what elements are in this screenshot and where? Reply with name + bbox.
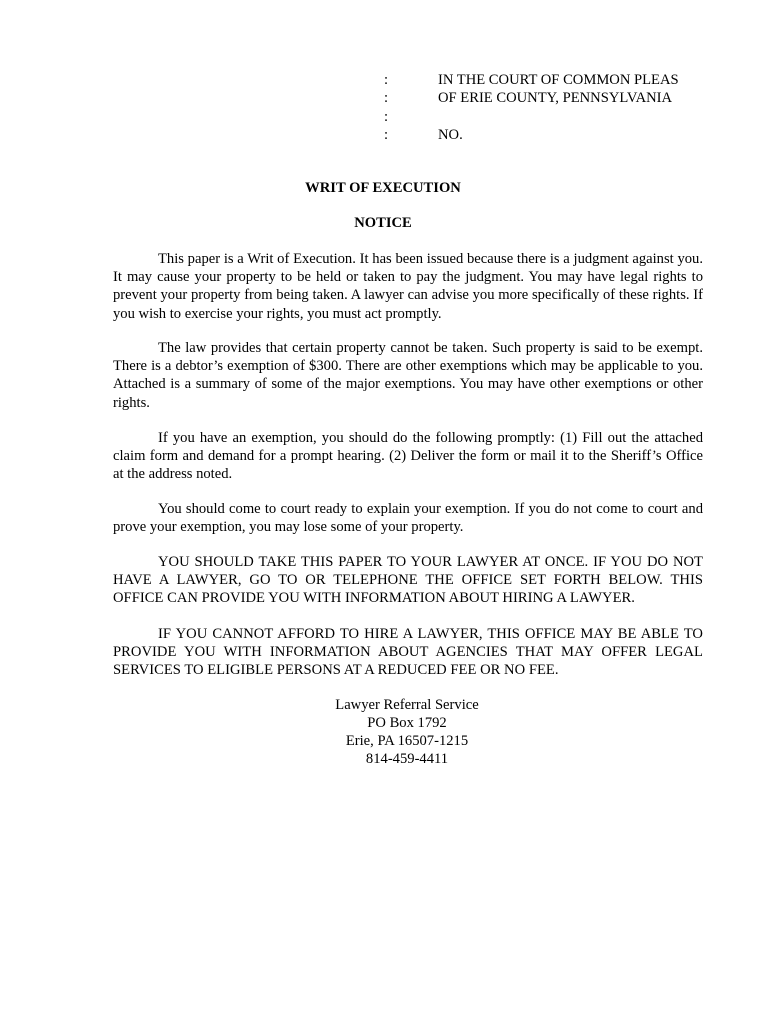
court-caption <box>376 71 706 144</box>
caption-row <box>376 71 706 89</box>
caption-colon: : <box>384 108 389 125</box>
caption-row <box>376 108 706 126</box>
paragraph-block <box>113 339 703 412</box>
paragraph-block <box>113 500 703 536</box>
service-name: Lawyer Referral Service <box>335 697 479 713</box>
caption-row <box>376 89 706 107</box>
paragraph-court-appearance: You should come to court ready to explain your exemption. If you do not come to court and prove your exemption, you may lose some of your property. <box>113 501 703 536</box>
caption-blank-line <box>438 108 706 126</box>
paragraph-take-to-lawyer: YOU SHOULD TAKE THIS PAPER TO YOUR LAWYER AT ONCE. IF YOU DO NOT HAVE A LAWYER, GO TO OR TELEPHONE THE OFFICE SET FORTH BELOW. THIS OFFICE CAN PROVIDE YOU WITH INFORMATION ABOUT HIRING A LAWYER. <box>113 554 703 607</box>
paragraph-block <box>113 250 703 323</box>
caption-colon: : <box>384 126 389 143</box>
po-box: PO Box 1792 <box>367 715 447 731</box>
paragraph-claim-instructions: If you have an exemption, you should do the following promptly: (1) Fill out the attached claim form and demand for a prompt hearing. (2) Deliver the form or mail it to the Sheriff’s Office at the address noted. <box>113 430 703 483</box>
referral-service-address <box>0 696 770 768</box>
paragraph-block <box>113 625 703 680</box>
paragraph-exemptions: The law provides that certain property cannot be taken. Such property is said to be exempt. There is a debtor’s exemption of $300. There are other exemptions which may be applicable to you. Attached is a summary of some of the major exemptions. You may have other exemptions or other rights. <box>113 340 703 411</box>
city-state-zip: Erie, PA 16507-1215 <box>345 733 469 749</box>
court-name-line-1: IN THE COURT OF COMMON PLEAS <box>438 72 679 88</box>
paragraph-cannot-afford-lawyer: IF YOU CANNOT AFFORD TO HIRE A LAWYER, THIS OFFICE MAY BE ABLE TO PROVIDE YOU WITH INFORMATION ABOUT AGENCIES THAT MAY OFFER LEGAL SERVICES TO ELIGIBLE PERSONS AT A REDUCED FEE OR NO FEE. <box>113 626 703 679</box>
caption-row <box>376 126 706 144</box>
phone-number: 814-459-4411 <box>365 751 449 767</box>
document-title: WRIT OF EXECUTION <box>305 180 461 196</box>
caption-colon: : <box>384 90 389 107</box>
paragraph-writ-explanation: This paper is a Writ of Execution. It has been issued because there is a judgment against you. It may cause your property to be held or taken to pay the judgment. You may have legal rights to prevent your property from being taken. A lawyer can advise you more specifically of these rights. If you wish to exercise your rights, you must act promptly. <box>113 251 703 322</box>
paragraph-block <box>113 429 703 484</box>
paragraph-block <box>113 553 703 608</box>
caption-colon: : <box>384 72 389 88</box>
case-number-label: NO. <box>438 126 463 143</box>
court-name-line-2: OF ERIE COUNTY, PENNSYLVANIA <box>438 90 673 107</box>
notice-heading: NOTICE <box>354 215 412 231</box>
